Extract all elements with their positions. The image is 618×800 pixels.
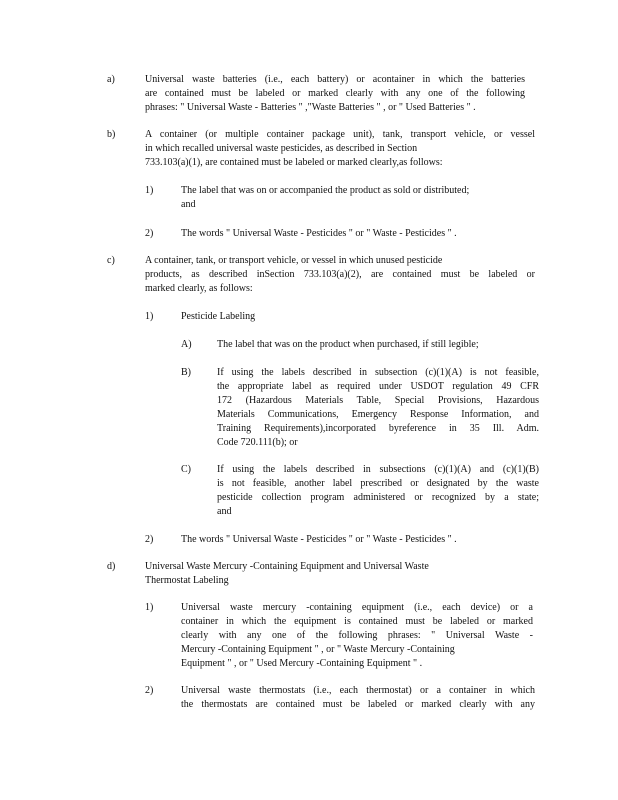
text-line: in which recalled universal waste pesticides, as described in Section — [145, 143, 418, 154]
subitem-text — [217, 338, 535, 352]
item-label: 1) — [145, 602, 154, 613]
section-d-item-1 — [145, 601, 535, 673]
section-c-subitem-a — [181, 338, 536, 354]
text-line: phrases: " Universal Waste - Batteries " ,"Waste Batteries " , or " Used Batteries " . — [145, 102, 476, 113]
text-line: Thermostat Labeling — [145, 575, 229, 586]
text-line: products, as described inSection 733.103(a)(2), are contained must be labeled or — [145, 269, 535, 280]
text-line: The words " Universal Waste - Pesticides " or " Waste - Pesticides " . — [181, 228, 457, 239]
text-line: Materials Communications, Emergency Response Information, and — [217, 409, 539, 420]
section-d-text — [145, 560, 535, 588]
item-text — [181, 184, 527, 212]
text-line: Equipment " , or " Used Mercury -Containing Equipment " . — [181, 658, 423, 669]
text-line: clearly with any one of the following phrases: " Universal Waste - — [181, 630, 533, 641]
item-label: 1) — [145, 311, 154, 322]
section-c-item-2 — [145, 533, 530, 549]
section-c — [107, 254, 537, 298]
text-line: A container (or multiple container package unit), tank, transport vehicle, or vessel — [145, 129, 535, 140]
section-c-text — [145, 254, 535, 296]
text-line: Training Requirements),incorporated byreference in 35 Ill. Adm. — [217, 423, 539, 434]
text-line: Universal waste mercury -containing equipment (i.e., each device) or a — [181, 602, 533, 613]
subitem-text — [217, 463, 539, 519]
text-line: Universal waste batteries (i.e., each battery) or acontainer in which the batteries — [145, 74, 525, 85]
section-a-text — [145, 73, 525, 115]
text-line: 733.103(a)(1), are contained must be labeled or marked clearly,as follows: — [145, 157, 443, 168]
section-b — [107, 128, 537, 172]
text-line: are contained must be labeled or marked clearly with any one of the following — [145, 88, 525, 99]
text-line: and — [217, 506, 232, 517]
section-b-text — [145, 128, 535, 170]
section-d-label: d) — [107, 561, 116, 572]
text-line: Universal waste thermostats (i.e., each thermostat) or a container in which — [181, 685, 535, 696]
text-line: container in which the equipment is contained must be labeled or marked — [181, 616, 533, 627]
section-c-subitem-c — [181, 463, 541, 521]
item-text — [181, 310, 527, 324]
item-label: 2) — [145, 685, 154, 696]
section-c-label: c) — [107, 255, 115, 266]
text-line: the appropriate label as required under USDOT regulation 49 CFR — [217, 381, 539, 392]
section-a — [107, 73, 527, 117]
item-text — [181, 601, 533, 671]
section-b-item-1 — [145, 184, 530, 214]
subitem-text — [217, 366, 539, 450]
item-label: 1) — [145, 185, 154, 196]
subitem-label: A) — [181, 339, 192, 350]
text-line: the thermostats are contained must be labeled or marked clearly with any — [181, 699, 535, 710]
section-b-label: b) — [107, 129, 116, 140]
text-line: 172 (Hazardous Materials Table, Special Provisions, Hazardous — [217, 395, 539, 406]
section-d-item-2 — [145, 684, 540, 714]
item-text — [181, 533, 527, 547]
text-line: The words " Universal Waste - Pesticides " or " Waste - Pesticides " . — [181, 534, 457, 545]
section-c-subitem-b — [181, 366, 541, 452]
text-line: is not feasible, another label prescribed or designated by the waste — [217, 478, 539, 489]
text-line: Universal Waste Mercury -Containing Equipment and Universal Waste — [145, 561, 429, 572]
section-a-label: a) — [107, 74, 115, 85]
text-line: A container, tank, or transport vehicle, or vessel in which unused pesticide — [145, 255, 443, 266]
section-c-item-1 — [145, 310, 530, 326]
text-line: The label that was on the product when purchased, if still legible; — [217, 339, 479, 350]
text-line: and — [181, 199, 196, 210]
item-label: 2) — [145, 228, 154, 239]
text-line: The label that was on or accompanied the product as sold or distributed; — [181, 185, 470, 196]
subitem-label: B) — [181, 367, 191, 378]
text-line: pesticide collection program administered or recognized by a state; — [217, 492, 539, 503]
section-d — [107, 560, 537, 590]
text-line: Mercury -Containing Equipment " , or " Waste Mercury -Containing — [181, 644, 455, 655]
text-line: If using the labels described in subsection (c)(1)(A) is not feasible, — [217, 367, 539, 378]
item-text — [181, 227, 527, 241]
section-b-item-2 — [145, 227, 530, 243]
text-line: marked clearly, as follows: — [145, 283, 253, 294]
text-line: Code 720.111(b); or — [217, 437, 298, 448]
text-line: Pesticide Labeling — [181, 311, 256, 322]
item-label: 2) — [145, 534, 154, 545]
item-text — [181, 684, 535, 712]
text-line: If using the labels described in subsections (c)(1)(A) and (c)(1)(B) — [217, 464, 539, 475]
subitem-label: C) — [181, 464, 191, 475]
